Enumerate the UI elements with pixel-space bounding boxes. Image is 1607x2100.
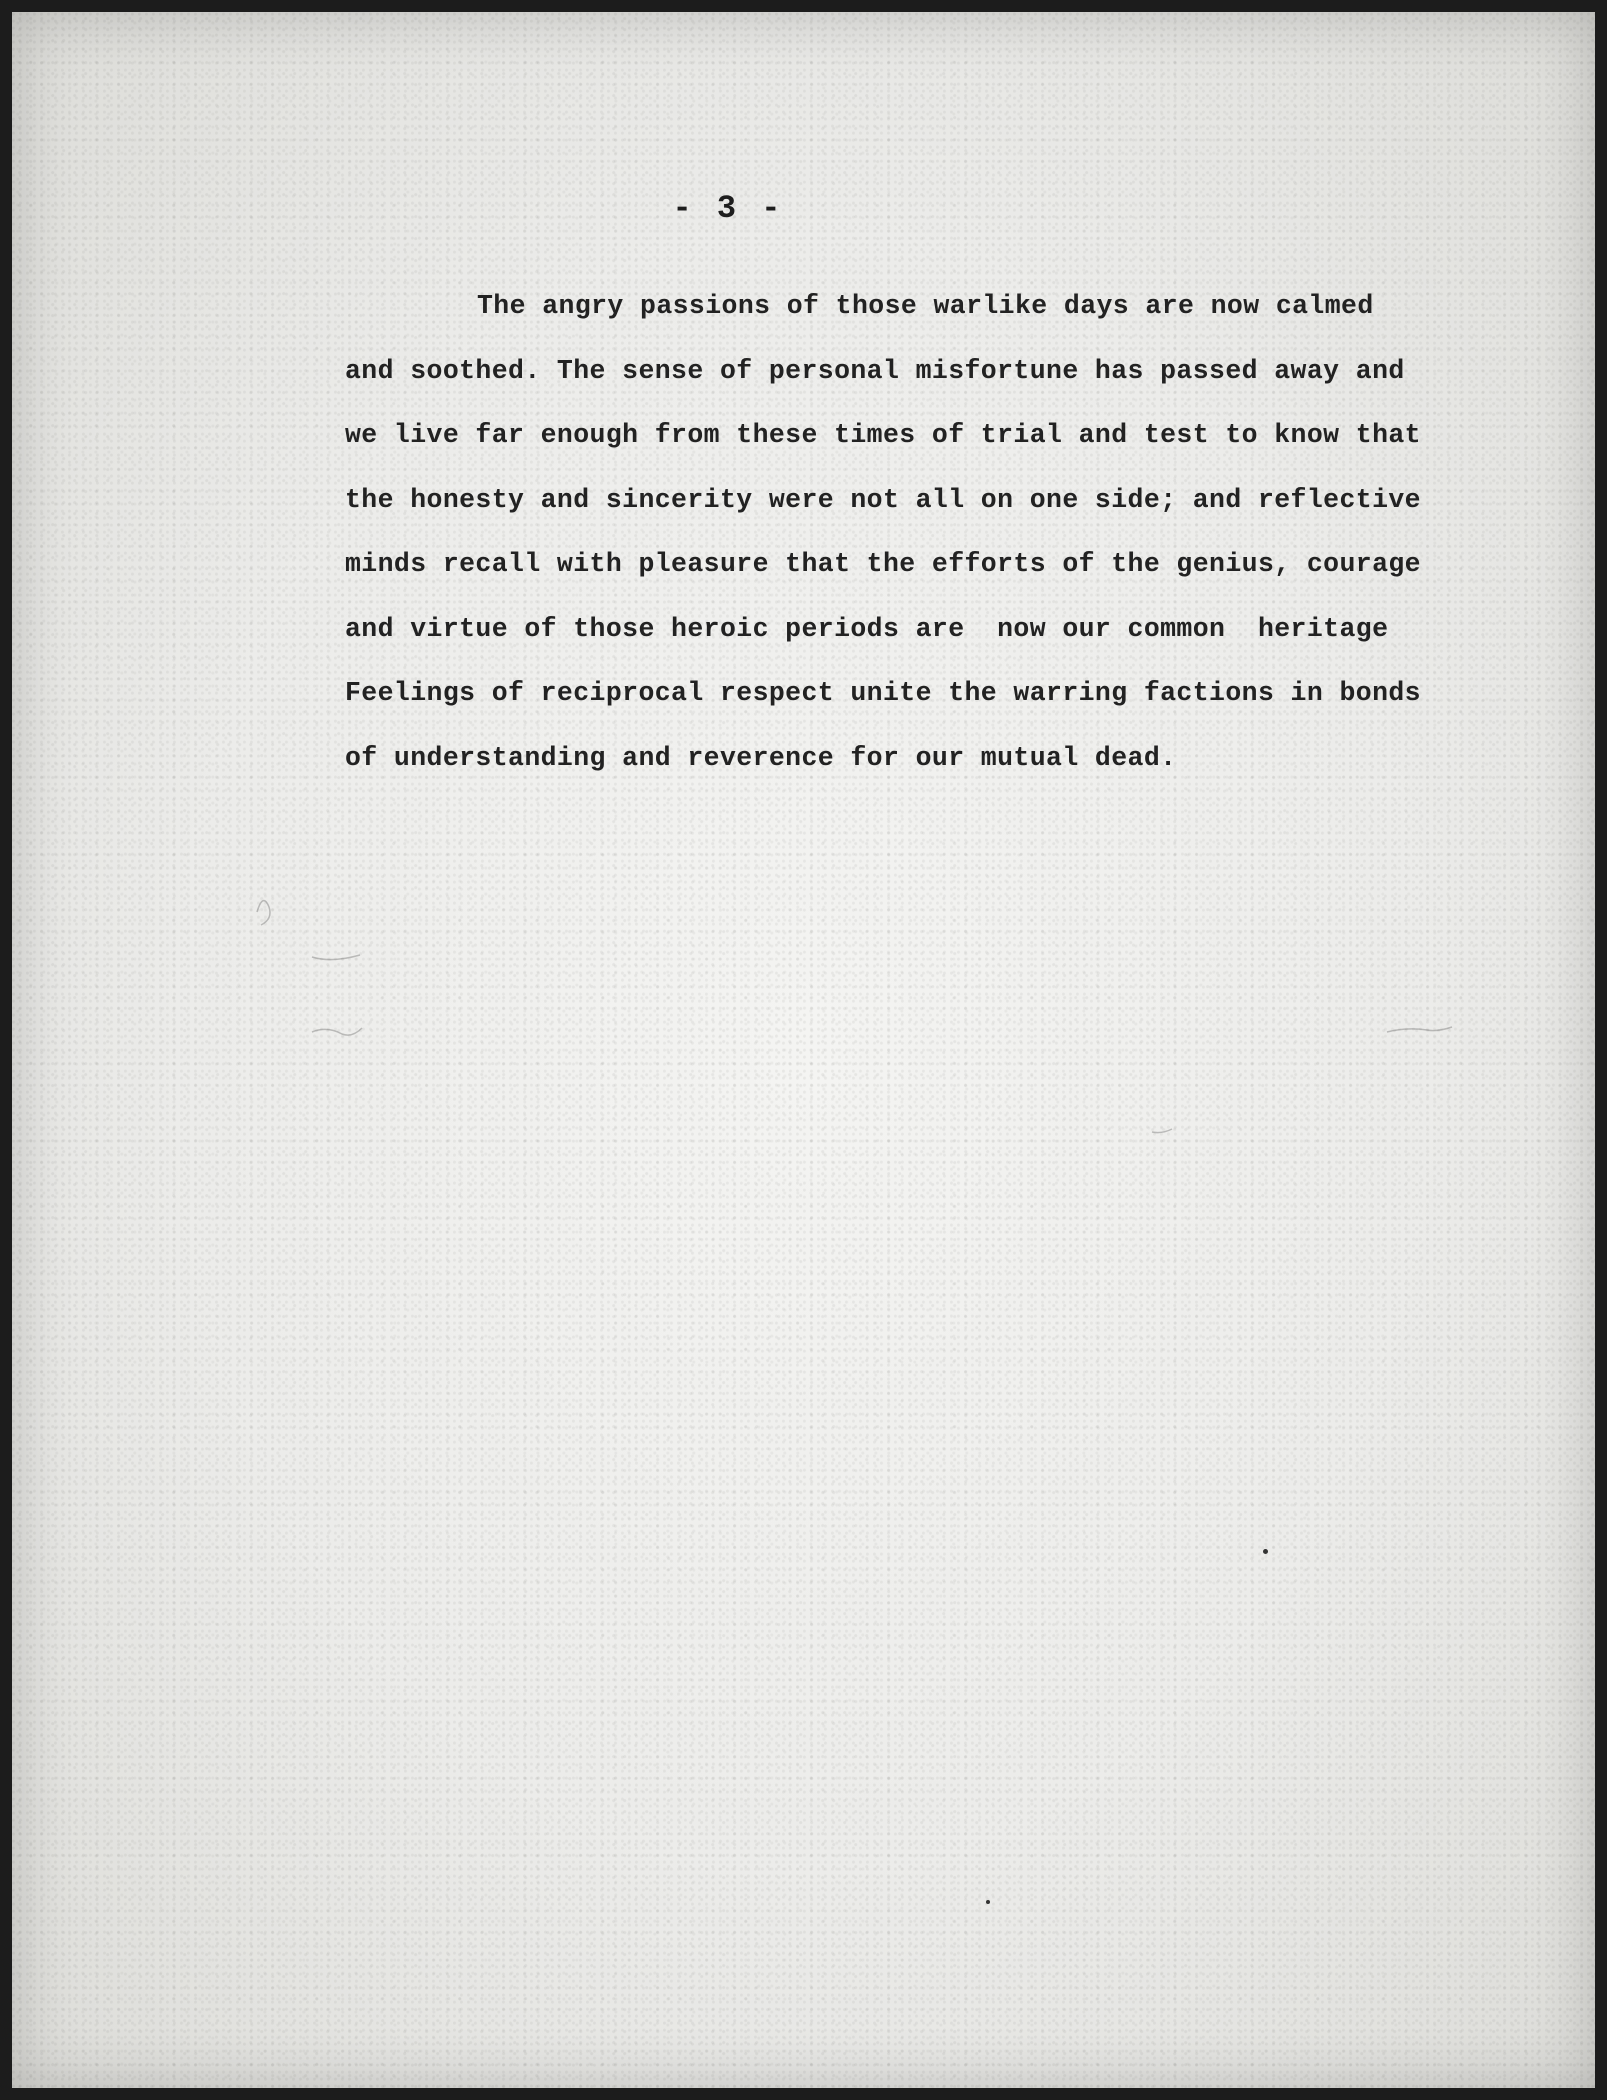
- ink-speck: [986, 1900, 990, 1904]
- ink-speck: [1263, 1549, 1268, 1554]
- text-line: the honesty and sincerity were not all on one side; and reflective: [345, 484, 1421, 515]
- page-number: - 3 -: [672, 190, 784, 227]
- text-line: Feelings of reciprocal respect unite the warring factions in bonds: [345, 678, 1421, 708]
- text-line: we live far enough from these times of trial and test to know that: [345, 420, 1421, 450]
- text-line: and virtue of those heroic periods are now our common heritage: [345, 613, 1389, 644]
- body-paragraph: [345, 274, 1445, 790]
- text-line: minds recall with pleasure that the efforts of the genius, courage: [345, 549, 1421, 579]
- text-line: and soothed. The sense of personal misfortune has passed away and: [345, 355, 1405, 386]
- text-line: The angry passions of those warlike days are now calmed: [477, 291, 1374, 321]
- text-line: of understanding and reverence for our mutual dead.: [345, 742, 1177, 773]
- document-page: [12, 12, 1595, 2088]
